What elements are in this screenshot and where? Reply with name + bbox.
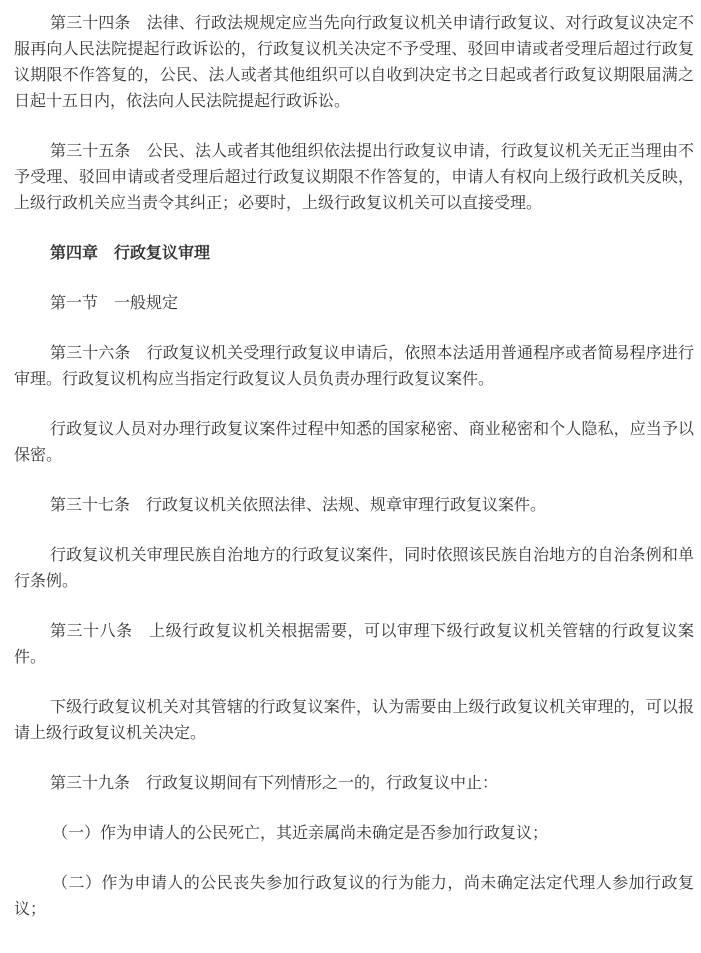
article-38: 第三十八条 上级行政复议机关根据需要，可以审理下级行政复议机关管辖的行政复议案件。 <box>14 621 694 666</box>
article-37: 第三十七条 行政复议机关依照法律、法规、规章审理行政复议案件。 <box>50 495 547 514</box>
article-34: 第三十四条 法律、行政法规规定应当先向行政复议机关申请行政复议、对行政复议决定不服再向人民法院提起行政诉讼的，行政复议机关决定不予受理、驳回申请或者受理后超过行政复议期限不作答复的，公民、法人或者其他组织可以自收到决定书之日起或者行政复议期限届满之日起十五日内，依法向人民法院提起行政诉讼。 <box>14 13 694 110</box>
article-37-paragraph-2: 行政复议机关审理民族自治地方的行政复议案件，同时依照该民族自治地方的自治条例和单行条例。 <box>14 545 694 590</box>
article-35: 第三十五条 公民、法人或者其他组织依法提出行政复议申请，行政复议机关无正当理由不予受理、驳回申请或者受理后超过行政复议期限不作答复的，申请人有权向上级行政机关反映，上级行政机关应当责令其纠正；必要时，上级行政复议机关可以直接受理。 <box>14 141 694 212</box>
article-39-item-1: （一）作为申请人的公民死亡，其近亲属尚未确定是否参加行政复议； <box>52 823 549 842</box>
section-heading: 第一节 一般规定 <box>50 293 179 312</box>
article-39-item-2: （二）作为申请人的公民丧失参加行政复议的行为能力，尚未确定法定代理人参加行政复议； <box>14 873 694 918</box>
article-36: 第三十六条 行政复议机关受理行政复议申请后，依照本法适用普通程序或者简易程序进行审理。行政复议机构应当指定行政复议人员负责办理行政复议案件。 <box>14 343 694 388</box>
article-36-paragraph-2: 行政复议人员对办理行政复议案件过程中知悉的国家秘密、商业秘密和个人隐私，应当予以保密。 <box>14 419 694 464</box>
article-38-paragraph-2: 下级行政复议机关对其管辖的行政复议案件，认为需要由上级行政复议机关审理的，可以报请上级行政复议机关决定。 <box>14 697 694 742</box>
article-39: 第三十九条 行政复议期间有下列情形之一的，行政复议中止： <box>50 773 499 792</box>
chapter-heading: 第四章 行政复议审理 <box>50 243 211 262</box>
